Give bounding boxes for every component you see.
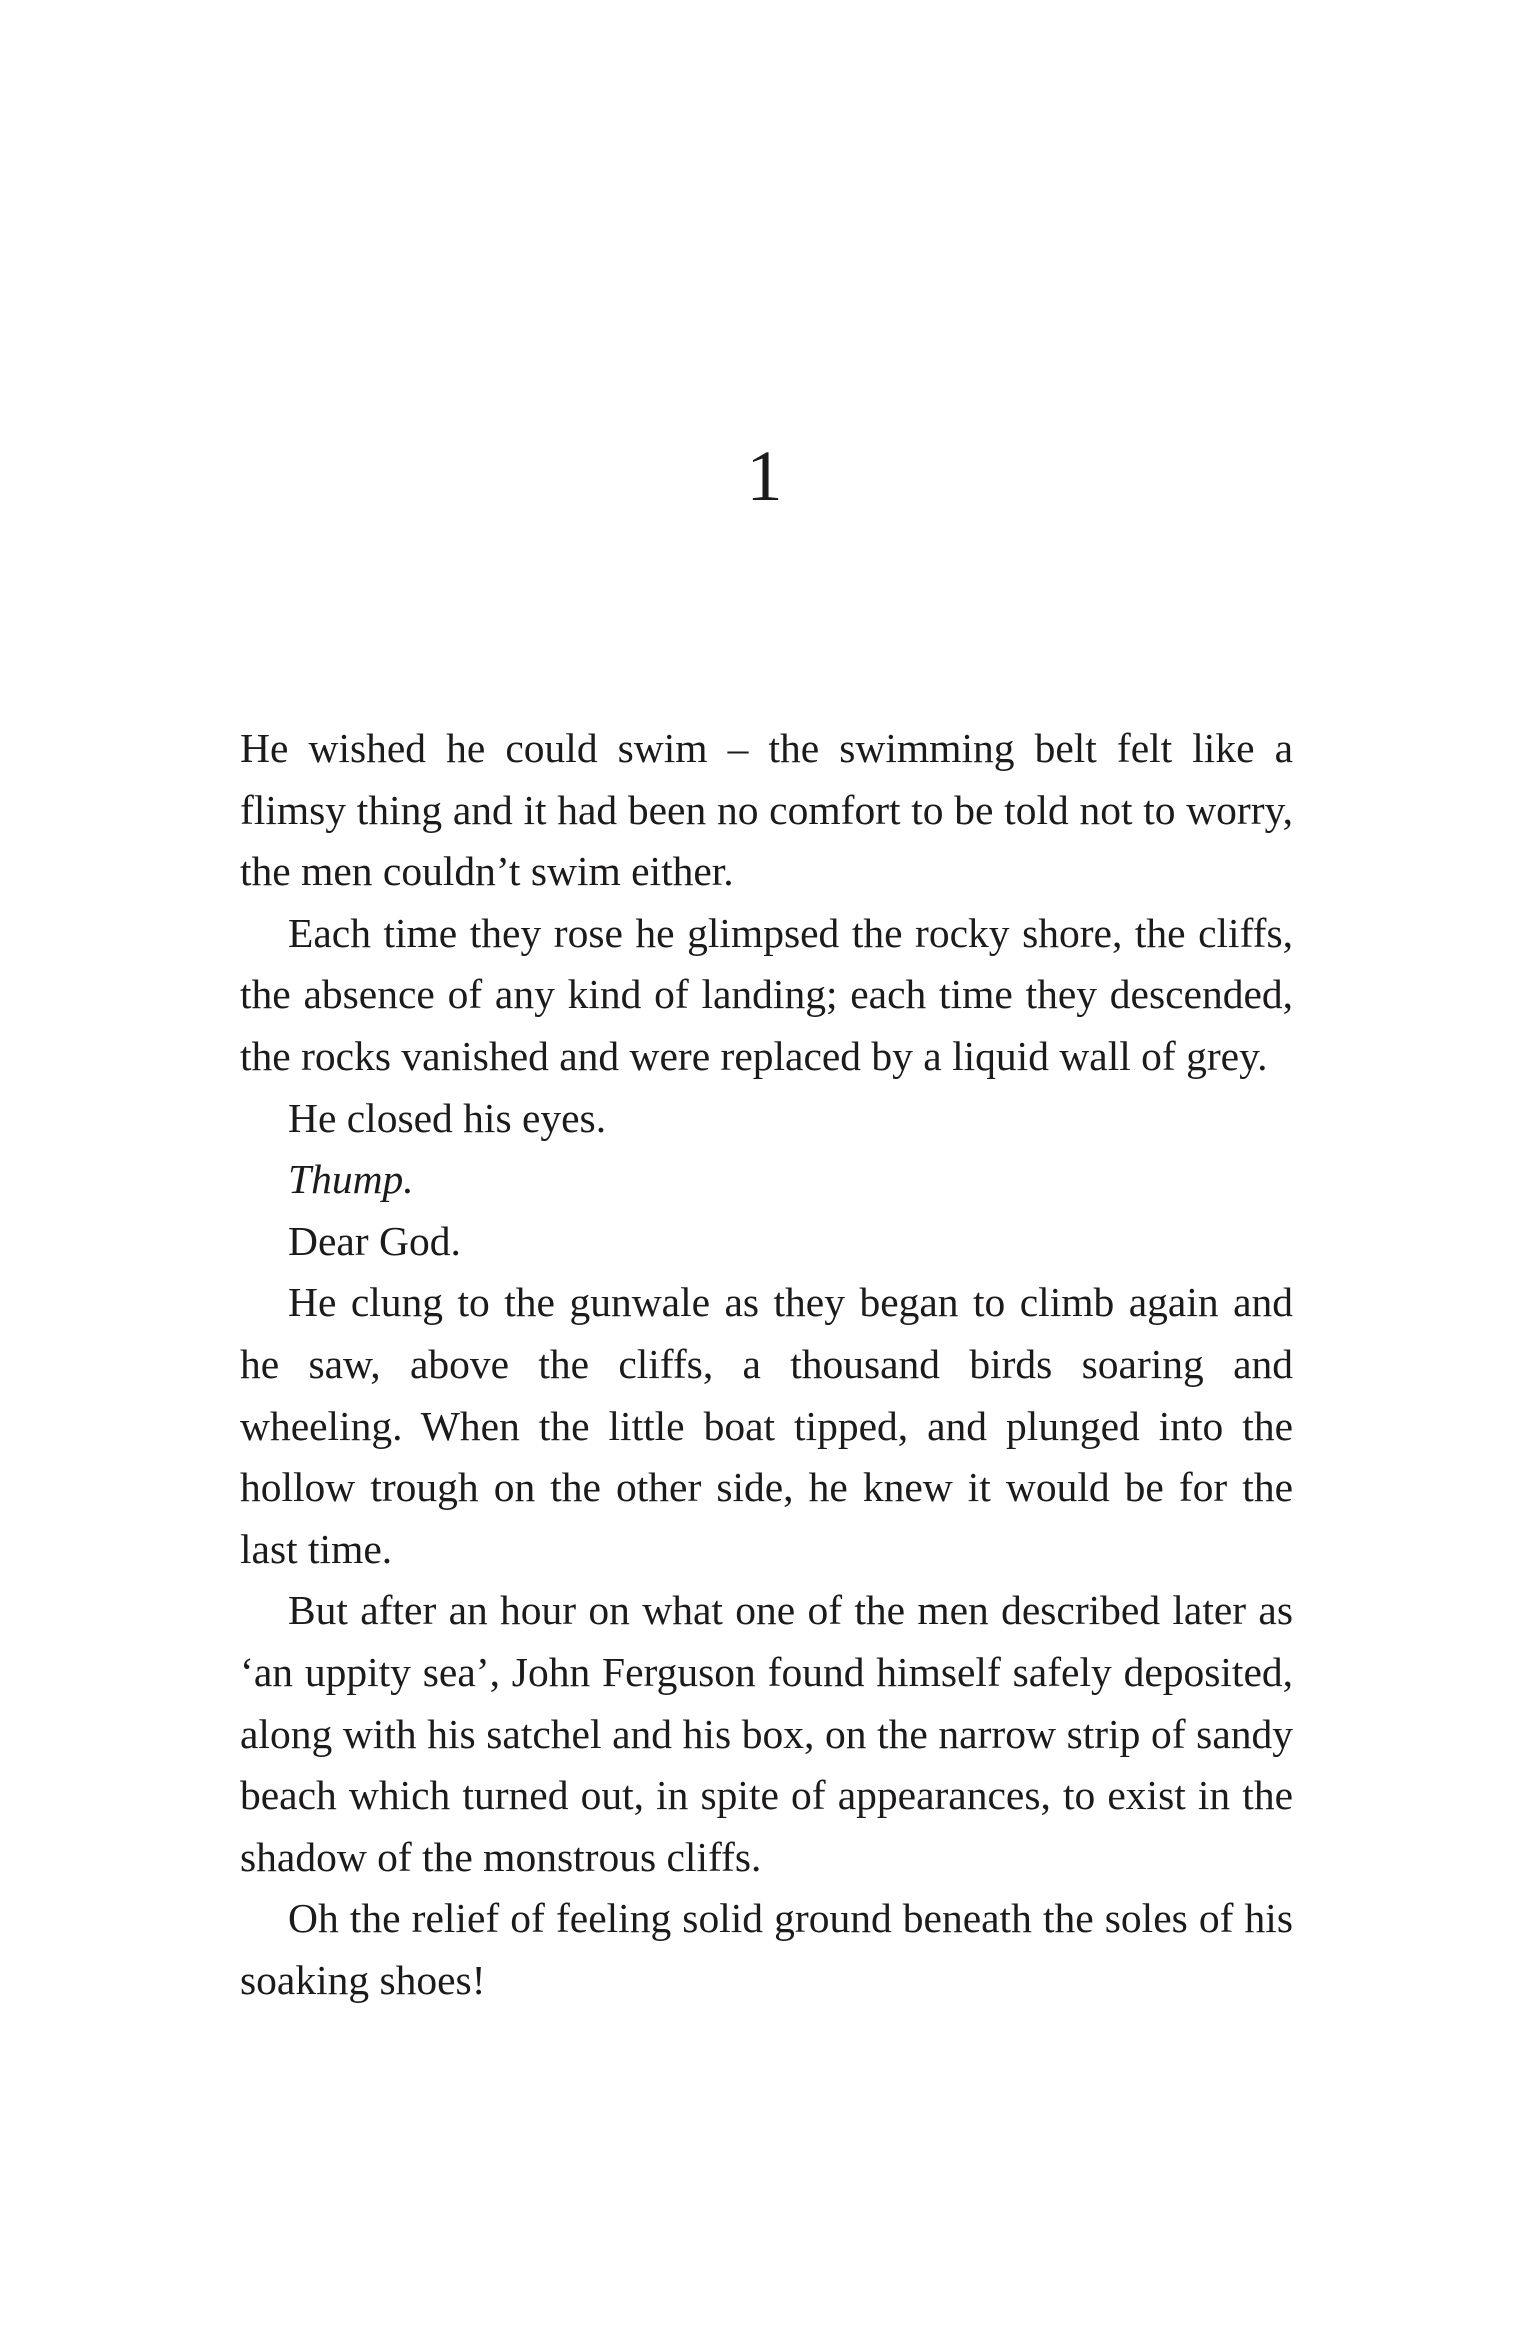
- paragraph: Dear God.: [288, 1217, 461, 1264]
- paragraph-italic: Thump.: [288, 1156, 414, 1203]
- chapter-body: [240, 718, 1293, 2011]
- paragraph: Each time they rose he glimpsed the rocky shore, the cliffs, the absence of any kind of landing; each time they descended, the rocks vanished and were replaced by a liquid wall of grey.: [240, 909, 1293, 1079]
- paragraph: He closed his eyes.: [288, 1094, 607, 1141]
- chapter-number: 1: [746, 436, 783, 516]
- paragraph: He clung to the gunwale as they began to climb again and he saw, above the cliffs, a thousand birds soaring and wheeling. When the little boat tipped, and plunged into the hollow trough on the other side, he knew it would be for the last time.: [240, 1279, 1293, 1572]
- paragraph: Oh the relief of feeling solid ground beneath the soles of his soaking shoes!: [240, 1895, 1293, 2003]
- paragraph: He wished he could swim – the swimming belt felt like a flimsy thing and it had been no comfort to be told not to worry, the men couldn’t swim either.: [240, 725, 1293, 895]
- paragraph: But after an hour on what one of the men described later as ‘an uppity sea’, John Ferguson found himself safely deposited, along with his satchel and his box, on the narrow strip of sandy beach which turned out, in spite of appearances, to exist in the shadow of the monstrous cliffs.: [240, 1587, 1293, 1880]
